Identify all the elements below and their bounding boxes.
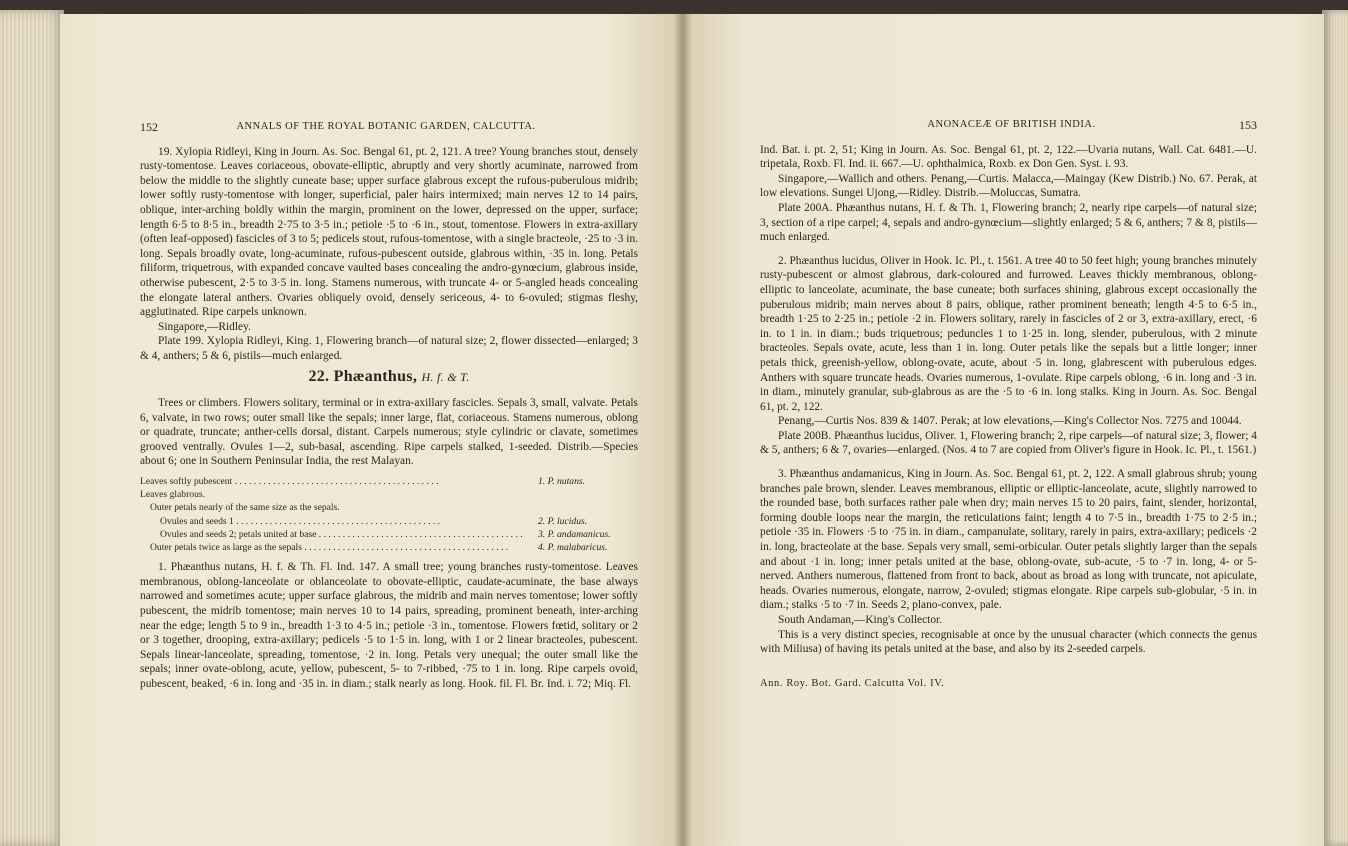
- key-value: 2. P. lucidus.: [538, 515, 588, 527]
- key-row: [140, 475, 638, 488]
- lucidus-localities: Penang,—Curtis Nos. 839 & 1407. Perak; at low elevations,—King's Collector Nos. 7275 and 10044.: [778, 415, 1242, 428]
- phaeanthus-lucidus-description: 2. Phæanthus lucidus, Oliver in Hook. Ic. Pl., t. 1561. A tree 40 to 50 feet high; young branches minutely rusty-pubescent or almost glabrous, dark-coloured and furrowed. Leaves thickly membranous, oblong-elliptic to lanceolate, acuminate, the base cuneate; both surfaces shining, glabrous except occasionally the puberulous midrib; main nerves about 8 pairs, oblique, rather prominent beneath; length 4·5 to 6·5 in., breadth 1·25 to 2·25 in.; petiole ·2 in. Flowers solitary, rarely in fascicles of 2 or 3, extra-axillary, erect, ·6 in. to 1 in. in diam.; buds triquetrous; peduncles 1 to 1·25 in. long, slender, puberulous, with 2 minute bracteoles. Sepals ovate, acute, less than 1 in. long. Outer petals like the sepals but a little longer; inner petals thick, greenish-yellow, oblong-ovate, acute, about ·5 in. long, glabrescent with puberulous edges. Anthers with square truncate heads. Ovaries numerous, 1-ovulate. Ripe carpels oblong, ·6 in. long and ·3 in. in diam., minutely granular, sub-glabrous as are the ·5 to ·6 in. long stalks. King in Journ. As. Soc. Bengal 61, pt. 2, 122.: [760, 254, 1257, 413]
- andamanicus-note: This is a very distinct species, recognisable at once by the unusual character (which connects the genus with Miliusa) of having its petals united at the base, and also by its 2-seeded carpels.: [760, 628, 1257, 656]
- andamanicus-locality: South Andaman,—King's Collector.: [778, 614, 943, 626]
- book-gutter: [674, 14, 692, 846]
- key-text: Outer petals nearly of the same size as the sepals.: [150, 502, 340, 514]
- page-edges-left: [0, 10, 64, 846]
- key-text: Ovules and seeds 1 . . .: [160, 515, 532, 528]
- right-page-number: 153: [1238, 118, 1257, 132]
- right-page-text: [760, 118, 1257, 691]
- right-running-head: [760, 118, 1257, 133]
- key-row: [140, 515, 638, 528]
- nutans-localities: Singapore,—Wallich and others. Penang,—Curtis. Malacca,—Maingay (Kew Distrib.) No. 67. Perak, at low elevations. Sungei Ujong,—Ridley. Distrib.—Moluccas, Sumatra.: [760, 172, 1257, 200]
- key-value: [532, 501, 638, 514]
- key-row: [140, 528, 638, 541]
- page-edges-right: [1322, 10, 1348, 846]
- left-running-title: ANNALS OF THE ROYAL BOTANIC GARDEN, CALCUTTA.: [236, 121, 536, 132]
- plate-200a-caption: Plate 200A. Phæanthus nutans, H. f. & Th. 1, Flowering branch; 2, nearly ripe carpels—of natural size; 3, section of a ripe carpel; 4, sepals and andro-gynœcium—slightly enlarged; 5 & 6, anthers; 7 & 8, pistils—much enlarged.: [760, 201, 1257, 244]
- genus-title: 22. Phæanthus,: [308, 367, 418, 385]
- plate-200b-caption: Plate 200B. Phæanthus lucidus, Oliver. 1, Flowering branch; 2, ripe carpels—of natural size; 3, flower; 4 & 5, anthers; 6 & 7, ovaries—enlarged. (Nos. 4 to 7 are copied from Oliver's figure in Hook. Ic. Pl., t. 1561.): [760, 429, 1257, 457]
- genus-description: Trees or climbers. Flowers solitary, terminal or in extra-axillary fascicles. Sepals 3, small, valvate. Petals 6, valvate, in two rows; outer small like the sepals; inner large, flat, coriaceous. Stamens numerous, oblong or quadrate, truncate; anther-cells dorsal, distant. Carpels numerous; style cylindric or clavate, sometimes grooved ventrally. Ovules 1—2, sub-basal, ascending. Ripe carpels stalked, 1-seeded. Distrib.—Species about 6; one in Southern Peninsular India, the rest Malayan.: [140, 397, 638, 468]
- page-footer: Ann. Roy. Bot. Gard. Calcutta Vol. IV.: [760, 677, 945, 689]
- xylopia-ridleyi-description: 19. Xylopia Ridleyi, King in Journ. As. Soc. Bengal 61, pt. 2, 121. A tree? Young branches stout, densely rusty-tomentose. Leaves coriaceous, obovate-elliptic, abruptly and very shortly acuminate, narrowed from below the middle to the slightly cuneate base; upper surface glabrous except the rufous-puberulous midrib; lower softly rusty-tomentose with longer, superficial, paler hairs intermixed; main nerves 12 to 14 pairs, oblique, inter-arching boldly within the margin, prominent on the lower, depressed on the upper, surface; length 6·5 to 8·5 in., breadth 2·75 to 3·5 in.; petiole ·5 to ·6 in., stout, tomentose. Flowers in extra-axillary (often leaf-opposed) fascicles of 3 to 5; pedicels stout, rufous-tomentose, with a single bracteole, ·25 to ·3 in. long. Sepals broadly ovate, long-acuminate, rufous-pubescent outside, glabrous within, ·35 in. long. Petals filiform, triquetrous, with expanded concave vaulted bases concealing the andro-gynœcium, glabrous inside, otherwise pubescent, 2·5 to 3·5 in. long. Stamens numerous, with truncate 4- or 5-angled heads concealing the elongate lateral anthers. Ovaries obliquely ovoid, densely sericeous, 4- to 6-ovuled; stigmas fleshy, agglutinated. Ripe carpels unknown.: [140, 145, 638, 319]
- key-value: 4. P. malabaricus.: [538, 542, 608, 554]
- genus-heading: [140, 367, 638, 385]
- key-text: Leaves softly pubescent . . .: [140, 475, 532, 488]
- phaeanthus-nutans-description: 1. Phæanthus nutans, H. f. & Th. Fl. Ind. 147. A small tree; young branches rusty-tomentose. Leaves membranous, oblong-lanceolate or oblanceolate to obovate-elliptic, caudate-acuminate, the base always narrowed and sometimes acute; upper surface glabrous, the midrib and main nerves tomentose; lower softly pubescent, the midrib tomentose; main nerves 10 to 14 pairs, spreading, prominent beneath, inter-arching near the edge; length 5 to 9 in., breadth 1·3 to 4·5 in.; petiole ·3 in., tomentose. Flowers fœtid, solitary or 2 or 3 together, drooping, extra-axillary; pedicels ·5 to 1·5 in. long, with 1 or 2 linear bracteoles, pubescent. Sepals linear-lanceolate, spreading, tomentose, ·2 in. long. Petals very unequal; the outer small like the sepals; inner ovate-oblong, acute, yellow, pubescent, 5- to 7-ribbed, ·75 to 1 in. long. Ripe carpels ovoid, pubescent, beaked, ·6 in. long and ·35 in. in diam.; stalk nearly as long. Hook. fil. Fl. Br. Ind. i. 72; Miq. Fl.: [140, 561, 638, 691]
- key-value: 1. P. nutans.: [538, 476, 585, 488]
- key-text: Leaves glabrous.: [140, 489, 206, 501]
- xylopia-locality: Singapore,—Ridley.: [158, 320, 251, 333]
- key-row: [140, 488, 638, 501]
- right-running-title: ANONACEÆ OF BRITISH INDIA.: [927, 119, 1096, 130]
- left-page-number: 152: [140, 120, 158, 134]
- key-row: [140, 501, 638, 514]
- plate-199-caption: Plate 199. Xylopia Ridleyi, King. 1, Flowering branch—of natural size; 2, flower dissected—enlarged; 3 & 4, anthers; 5 & 6, pistils—much enlarged.: [140, 335, 638, 362]
- phaeanthus-andamanicus-description: 3. Phæanthus andamanicus, King in Journ. As. Soc. Bengal 61, pt. 2, 122. A small glabrous shrub; young branches pale brown, slender. Leaves membranous, elliptic or elliptic-lanceolate, acute, slightly narrowed to the rounded base, both surfaces rather pale when dry; main nerves 15 to 20 pairs, faint, slender, horizontal, forming double loops near the margin, the reticulations faint; length 4 to 7·5 in., breadth 1·75 to 2·5 in.; petiole ·35 in. Flowers ·5 to ·75 in. in diam., campanulate, solitary, rarely in pairs, extra-axillary; pedicels ·2 in. long, bracteolate at the base. Sepals very small, semi-orbicular. Outer petals slightly larger than the sepals and about ·1 in. long; inner petals united at the base, oblong-ovate, sub-acute, ·5 to ·7 in. long, 4- or 5-nerved. Anthers numerous, flattened from front to back, about as broad as long with truncate, not apiculate, heads. Ovaries numerous, elongate, narrow, 2-ovuled; stigmas elongate. Ripe carpels sub-globular, ·5 in. in diam.; stalks ·5 to ·7 in. Seeds 2, plano-convex, pale.: [760, 468, 1257, 612]
- key-row: [140, 541, 638, 554]
- genus-authority: H. f. & T.: [421, 369, 470, 384]
- key-text: Ovules and seeds 2; petals united at base . . .: [160, 528, 532, 541]
- key-text: Outer petals twice as large as the sepals . . .: [150, 541, 532, 554]
- left-page-text: [140, 120, 638, 692]
- left-running-head: [140, 120, 638, 135]
- key-value: 3. P. andamanicus.: [538, 528, 611, 540]
- key-value: [532, 488, 638, 501]
- nutans-references: Ind. Bat. i. pt. 2, 51; King in Journ. As. Soc. Bengal 61, pt. 2, 122.—Uvaria nutans, Wall. Cat. 6481.—U. tripetala, Roxb. Fl. Ind. ii. 667.—U. ophthalmica, Roxb. ex Don Gen. Syst. i. 93.: [760, 143, 1257, 171]
- species-key: [140, 475, 638, 554]
